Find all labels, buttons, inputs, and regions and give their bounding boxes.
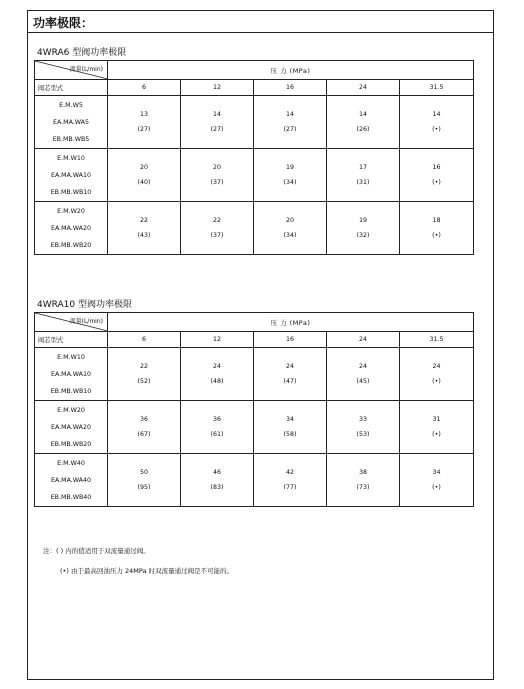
dual-flow-value: (27) — [210, 126, 224, 133]
single-flow-value: 17 — [358, 164, 367, 171]
core-type-label: EA.MA.WA5 — [52, 118, 89, 126]
single-flow-value: 20 — [139, 164, 148, 171]
power-value-cell — [327, 401, 400, 454]
core-type-cell — [35, 149, 108, 202]
single-flow-value: 20 — [285, 217, 294, 224]
core-type-label: EA.MA.WA20 — [50, 423, 91, 431]
single-flow-value: 33 — [358, 416, 367, 423]
single-flow-value: 46 — [212, 469, 221, 476]
single-flow-value: 24 — [358, 363, 367, 370]
dual-flow-value: (31) — [356, 179, 370, 186]
dual-flow-value: (•) — [432, 126, 441, 133]
dual-flow-value: (27) — [283, 126, 297, 133]
power-value-cell — [108, 202, 181, 255]
dual-flow-value: (45) — [356, 378, 370, 385]
flow-label: 流量(L/min) — [69, 66, 103, 73]
core-type-cell — [35, 96, 108, 149]
single-flow-value: 34 — [285, 416, 294, 423]
single-flow-value: 22 — [139, 217, 148, 224]
pressure-row — [35, 332, 474, 348]
dual-flow-value: (48) — [210, 378, 224, 385]
power-value-cell — [327, 96, 400, 149]
single-flow-value: 20 — [212, 164, 221, 171]
core-type-header: 阀芯型式 — [35, 332, 108, 348]
power-value-cell — [400, 348, 474, 401]
power-value-cell — [400, 202, 474, 255]
power-value-cell — [108, 348, 181, 401]
power-value-cell — [400, 149, 474, 202]
page-title: 功率极限： — [33, 16, 94, 30]
single-flow-value: 19 — [285, 164, 294, 171]
single-flow-value: 24 — [212, 363, 221, 370]
core-type-cell — [35, 401, 108, 454]
dual-flow-value: (26) — [356, 126, 370, 133]
power-value-cell — [108, 401, 181, 454]
pressure-value-4: 31.5 — [400, 80, 474, 96]
pressure-value-4: 31.5 — [400, 332, 474, 348]
single-flow-value: 34 — [432, 469, 441, 476]
single-flow-value: 18 — [432, 217, 441, 224]
core-type-label: E.M.W20 — [57, 406, 85, 414]
core-type-label: EB.MB.WB5 — [52, 135, 90, 143]
header-corner-cell — [35, 61, 108, 80]
power-value-cell — [400, 96, 474, 149]
dual-flow-value: (•) — [432, 431, 441, 438]
pressure-header: 压 力 (MPa) — [108, 313, 474, 332]
dual-flow-value: (37) — [210, 179, 224, 186]
single-flow-value: 24 — [432, 363, 441, 370]
core-type-label: E.M.W20 — [57, 207, 85, 215]
core-type-label: EB.MB.WB10 — [50, 387, 92, 395]
core-type-label: EA.MA.WA40 — [50, 476, 91, 484]
dual-flow-value: (73) — [356, 484, 370, 491]
table-row — [35, 401, 474, 454]
power-value-cell — [181, 454, 254, 507]
power-value-cell — [108, 149, 181, 202]
dual-flow-value: (40) — [137, 179, 151, 186]
pressure-value-1: 12 — [181, 332, 254, 348]
core-type-cell — [35, 454, 108, 507]
power-value-cell — [400, 401, 474, 454]
single-flow-value: 50 — [139, 469, 148, 476]
page-header — [27, 10, 494, 33]
power-value-cell — [254, 401, 327, 454]
single-flow-value: 22 — [139, 363, 148, 370]
table-row — [35, 348, 474, 401]
dual-flow-value: (•) — [432, 232, 441, 239]
power-value-cell — [181, 96, 254, 149]
single-flow-value: 24 — [285, 363, 294, 370]
pressure-value-2: 16 — [254, 332, 327, 348]
dual-flow-value: (37) — [210, 232, 224, 239]
note-max-return-pressure: (•) 由于最高回油压力 24MPa 时双流量通过阀是不可能的。 — [60, 567, 234, 575]
single-flow-value: 14 — [358, 111, 367, 118]
single-flow-value: 14 — [212, 111, 221, 118]
power-limit-table-4wra10 — [34, 312, 474, 507]
pressure-value-2: 16 — [254, 80, 327, 96]
pressure-value-3: 24 — [327, 332, 400, 348]
power-value-cell — [254, 96, 327, 149]
core-type-label: E.M.W10 — [57, 154, 85, 162]
power-value-cell — [108, 454, 181, 507]
dual-flow-value: (67) — [137, 431, 151, 438]
core-type-label: EB.MB.WB20 — [50, 241, 92, 249]
power-value-cell — [254, 202, 327, 255]
pressure-value-0: 6 — [108, 80, 181, 96]
table-row — [35, 96, 474, 149]
single-flow-value: 36 — [212, 416, 221, 423]
power-limit-table-4wra6 — [34, 60, 474, 255]
power-value-cell — [181, 202, 254, 255]
power-value-cell — [254, 454, 327, 507]
dual-flow-value: (53) — [356, 431, 370, 438]
single-flow-value: 36 — [139, 416, 148, 423]
dual-flow-value: (83) — [210, 484, 224, 491]
header-corner-cell — [35, 313, 108, 332]
power-value-cell — [108, 96, 181, 149]
power-value-cell — [327, 149, 400, 202]
dual-flow-value: (77) — [283, 484, 297, 491]
pressure-value-1: 12 — [181, 80, 254, 96]
pressure-row — [35, 80, 474, 96]
power-value-cell — [181, 348, 254, 401]
note-dual-flow: 注：( ) 内的值适用于双流量通过阀。 — [43, 547, 150, 555]
single-flow-value: 16 — [432, 164, 441, 171]
dual-flow-value: (95) — [137, 484, 151, 491]
dual-flow-value: (•) — [432, 378, 441, 385]
core-type-cell — [35, 348, 108, 401]
power-value-cell — [181, 149, 254, 202]
pressure-value-3: 24 — [327, 80, 400, 96]
dual-flow-value: (58) — [283, 431, 297, 438]
table2-caption: 4WRA10 型阀功率极限 — [37, 300, 132, 310]
single-flow-value: 22 — [212, 217, 221, 224]
dual-flow-value: (27) — [137, 126, 151, 133]
single-flow-value: 38 — [358, 469, 367, 476]
single-flow-value: 31 — [432, 416, 441, 423]
core-type-label: E.M.W40 — [57, 459, 85, 467]
dual-flow-value: (61) — [210, 431, 224, 438]
single-flow-value: 14 — [285, 111, 294, 118]
single-flow-value: 42 — [285, 469, 294, 476]
power-value-cell — [181, 401, 254, 454]
core-type-label: EA.MA.WA10 — [50, 370, 91, 378]
dual-flow-value: (34) — [283, 232, 297, 239]
power-value-cell — [327, 454, 400, 507]
single-flow-value: 14 — [432, 111, 441, 118]
table1-caption: 4WRA6 型阀功率极限 — [37, 48, 127, 58]
core-type-label: EB.MB.WB10 — [50, 188, 92, 196]
header-row — [35, 313, 474, 332]
dual-flow-value: (43) — [137, 232, 151, 239]
dual-flow-value: (32) — [356, 232, 370, 239]
table-row — [35, 202, 474, 255]
power-value-cell — [400, 454, 474, 507]
single-flow-value: 19 — [358, 217, 367, 224]
dual-flow-value: (•) — [432, 484, 441, 491]
power-value-cell — [254, 348, 327, 401]
core-type-label: EA.MA.WA10 — [50, 171, 91, 179]
header-row — [35, 61, 474, 80]
flow-label: 流量(L/min) — [69, 318, 103, 325]
dual-flow-value: (47) — [283, 378, 297, 385]
core-type-label: EB.MB.WB40 — [50, 493, 92, 501]
dual-flow-value: (34) — [283, 179, 297, 186]
dual-flow-value: (•) — [432, 179, 441, 186]
core-type-cell — [35, 202, 108, 255]
pressure-value-0: 6 — [108, 332, 181, 348]
core-type-label: E.M.W5 — [59, 101, 83, 109]
power-value-cell — [254, 149, 327, 202]
table-row — [35, 454, 474, 507]
single-flow-value: 13 — [139, 111, 148, 118]
core-type-label: E.M.W10 — [57, 353, 85, 361]
power-value-cell — [327, 348, 400, 401]
core-type-header: 阀芯型式 — [35, 80, 108, 96]
power-value-cell — [327, 202, 400, 255]
pressure-header: 压 力 (MPa) — [108, 61, 474, 80]
table-row — [35, 149, 474, 202]
core-type-label: EB.MB.WB20 — [50, 440, 92, 448]
dual-flow-value: (52) — [137, 378, 151, 385]
core-type-label: EA.MA.WA20 — [50, 224, 91, 232]
